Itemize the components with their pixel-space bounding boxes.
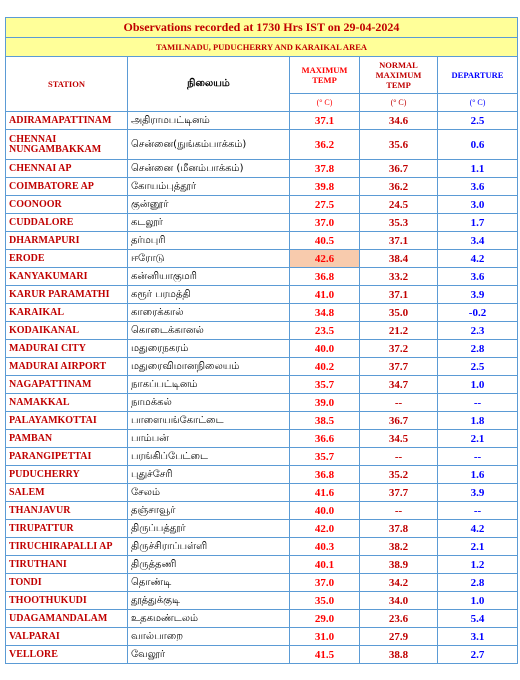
table-row [6,448,518,466]
max-temp-value: 37.0 [290,574,360,592]
station-name-tamil: கடலூர் [128,214,290,232]
departure-value: 3.9 [438,286,518,304]
station-name-tamil: கொடைக்கானல் [128,322,290,340]
max-temp-value: 39.0 [290,394,360,412]
normal-max-value: -- [360,502,438,520]
station-name-tamil: சென்னை (மீனம்பாக்கம்) [128,160,290,178]
station-name: VELLORE [6,646,128,664]
max-temp-value: 37.8 [290,160,360,178]
station-name-tamil: வேலூர் [128,646,290,664]
header-departure: DEPARTURE [438,57,518,94]
max-temp-value: 41.5 [290,646,360,664]
station-name-tamil: தர்மபுரி [128,232,290,250]
max-temp-value: 27.5 [290,196,360,214]
station-name-tamil: பரங்கிப்பேட்டை [128,448,290,466]
station-name-tamil: பாளையங்கோட்டை [128,412,290,430]
normal-max-value: 37.7 [360,358,438,376]
table-row [6,232,518,250]
table-row [6,286,518,304]
table-row [6,196,518,214]
table-row [6,592,518,610]
normal-max-value: 21.2 [360,322,438,340]
normal-max-value: 23.6 [360,610,438,628]
unit-departure: (° C) [438,94,518,112]
station-name-tamil: தூத்துக்குடி [128,592,290,610]
table-row [6,610,518,628]
station-name: SALEM [6,484,128,502]
departure-value: 1.2 [438,556,518,574]
departure-value: 3.6 [438,268,518,286]
normal-max-value: 38.2 [360,538,438,556]
departure-value: 2.1 [438,538,518,556]
normal-max-value: 36.2 [360,178,438,196]
departure-value: 2.8 [438,340,518,358]
header-station-tamil: நிலையம் [128,57,290,112]
normal-max-value: 37.8 [360,520,438,538]
departure-value: -0.2 [438,304,518,322]
station-name: ADIRAMAPATTINAM [6,112,128,130]
departure-value: 4.2 [438,250,518,268]
departure-value: 3.1 [438,628,518,646]
departure-value: 4.2 [438,520,518,538]
max-temp-value: 40.2 [290,358,360,376]
normal-max-value: 36.7 [360,160,438,178]
station-name: COIMBATORE AP [6,178,128,196]
station-name: PALAYAMKOTTAI [6,412,128,430]
station-name-tamil: சேலம் [128,484,290,502]
station-name-tamil: சென்னை(நுங்கம்பாக்கம்) [128,130,290,160]
table-row [6,214,518,232]
departure-value: 1.6 [438,466,518,484]
max-temp-value: 36.6 [290,430,360,448]
max-temp-value: 40.1 [290,556,360,574]
table-row [6,628,518,646]
station-name-tamil: திருத்தணி [128,556,290,574]
station-name: NAMAKKAL [6,394,128,412]
title-row [6,18,518,38]
station-name: KARUR PARAMATHI [6,286,128,304]
header-station: STATION [6,57,128,112]
table-row [6,574,518,592]
normal-max-value: 34.2 [360,574,438,592]
normal-max-value: 34.6 [360,112,438,130]
table-row [6,358,518,376]
departure-value: 1.8 [438,412,518,430]
table-row [6,250,518,268]
normal-max-value: 33.2 [360,268,438,286]
departure-value: 2.5 [438,358,518,376]
station-name: UDAGAMANDALAM [6,610,128,628]
departure-value: 2.3 [438,322,518,340]
max-temp-value: 35.7 [290,376,360,394]
station-name-tamil: நாகப்பட்டினம் [128,376,290,394]
station-name: CHENNAI NUNGAMBAKKAM [6,130,128,160]
departure-value: 2.7 [438,646,518,664]
normal-max-value: 35.2 [360,466,438,484]
normal-max-value: 34.0 [360,592,438,610]
max-temp-value: 36.8 [290,466,360,484]
departure-value: 3.6 [438,178,518,196]
table-row [6,340,518,358]
station-name: KANYAKUMARI [6,268,128,286]
max-temp-value: 34.8 [290,304,360,322]
max-temp-value: 40.0 [290,340,360,358]
unit-normal: (° C) [360,94,438,112]
table-row [6,484,518,502]
unit-max: (° C) [290,94,360,112]
table-row [6,412,518,430]
max-temp-value: 42.6 [290,250,360,268]
station-name: VALPARAI [6,628,128,646]
table-row [6,538,518,556]
station-name: THANJAVUR [6,502,128,520]
station-name-tamil: திருச்சிராப்பள்ளி [128,538,290,556]
normal-max-value: 36.7 [360,412,438,430]
station-name: CUDDALORE [6,214,128,232]
max-temp-value: 35.0 [290,592,360,610]
station-name-tamil: திருப்பத்தூர் [128,520,290,538]
station-name-tamil: கன்னியாகுமரி [128,268,290,286]
table-row [6,376,518,394]
departure-value: 5.4 [438,610,518,628]
table-row [6,502,518,520]
station-name-tamil: அதிராமபட்டினம் [128,112,290,130]
departure-value: 2.8 [438,574,518,592]
station-name: MADURAI AIRPORT [6,358,128,376]
departure-value: 2.1 [438,430,518,448]
table-row [6,646,518,664]
station-name: COONOOR [6,196,128,214]
station-name-tamil: வால்பாறை [128,628,290,646]
station-name-tamil: புதுச்சேரி [128,466,290,484]
station-name-tamil: குன்னூர் [128,196,290,214]
table-row [6,178,518,196]
station-name: DHARMAPURI [6,232,128,250]
table-row [6,430,518,448]
max-temp-value: 36.8 [290,268,360,286]
departure-value: 3.4 [438,232,518,250]
observations-table [5,17,518,664]
departure-value: 2.5 [438,112,518,130]
max-temp-value: 40.5 [290,232,360,250]
normal-max-value: 37.2 [360,340,438,358]
normal-max-value: 24.5 [360,196,438,214]
max-temp-value: 35.7 [290,448,360,466]
table-title: Observations recorded at 1730 Hrs IST on 29-04-2024 [6,18,518,38]
normal-max-value: 37.7 [360,484,438,502]
max-temp-value: 38.5 [290,412,360,430]
max-temp-value: 37.0 [290,214,360,232]
station-name-tamil: ஈரோடு [128,250,290,268]
max-temp-value: 23.5 [290,322,360,340]
normal-max-value: 34.7 [360,376,438,394]
station-name: KODAIKANAL [6,322,128,340]
normal-max-value: 38.9 [360,556,438,574]
normal-max-value: 38.8 [360,646,438,664]
table-row [6,556,518,574]
normal-max-value: 35.0 [360,304,438,322]
normal-max-value: 35.3 [360,214,438,232]
station-name: PUDUCHERRY [6,466,128,484]
table-row [6,466,518,484]
table-row [6,304,518,322]
table-body [6,18,518,664]
max-temp-value: 39.8 [290,178,360,196]
normal-max-value: -- [360,448,438,466]
normal-max-value: 35.6 [360,130,438,160]
max-temp-value: 41.6 [290,484,360,502]
station-name: PARANGIPETTAI [6,448,128,466]
normal-max-value: 37.1 [360,232,438,250]
departure-value: -- [438,502,518,520]
station-name-tamil: கரூர் பரமத்தி [128,286,290,304]
departure-value: -- [438,448,518,466]
station-name-tamil: காரைக்கால் [128,304,290,322]
station-name-tamil: பாம்பன் [128,430,290,448]
station-name: PAMBAN [6,430,128,448]
max-temp-value: 42.0 [290,520,360,538]
table-row [6,520,518,538]
station-name-tamil: மதுரைவிமானநிலையம் [128,358,290,376]
normal-max-value: -- [360,394,438,412]
station-name: TIRUPATTUR [6,520,128,538]
max-temp-value: 41.0 [290,286,360,304]
station-name: TIRUTHANI [6,556,128,574]
departure-value: 0.6 [438,130,518,160]
station-name: KARAIKAL [6,304,128,322]
max-temp-value: 40.0 [290,502,360,520]
departure-value: 1.0 [438,592,518,610]
station-name: MADURAI CITY [6,340,128,358]
header-row [6,57,518,94]
station-name: THOOTHUKUDI [6,592,128,610]
area-row [6,38,518,57]
station-name-tamil: தொண்டி [128,574,290,592]
station-name: CHENNAI AP [6,160,128,178]
station-name: TIRUCHIRAPALLI AP [6,538,128,556]
station-name-tamil: உதகமண்டலம் [128,610,290,628]
departure-value: 1.7 [438,214,518,232]
table-row [6,268,518,286]
station-name-tamil: கோயம்புத்தூர் [128,178,290,196]
station-name-tamil: நாமக்கல் [128,394,290,412]
departure-value: 3.9 [438,484,518,502]
normal-max-value: 27.9 [360,628,438,646]
max-temp-value: 31.0 [290,628,360,646]
max-temp-value: 29.0 [290,610,360,628]
max-temp-value: 36.2 [290,130,360,160]
normal-max-value: 38.4 [360,250,438,268]
table-row [6,322,518,340]
departure-value: 1.0 [438,376,518,394]
departure-value: 3.0 [438,196,518,214]
table-row [6,160,518,178]
station-name: TONDI [6,574,128,592]
station-name-tamil: தஞ்சாவூர் [128,502,290,520]
max-temp-value: 40.3 [290,538,360,556]
station-name: ERODE [6,250,128,268]
header-normal-max: NORMAL MAXIMUM TEMP [360,57,438,94]
station-name: NAGAPATTINAM [6,376,128,394]
station-name-tamil: மதுரைநகரம் [128,340,290,358]
area-label: TAMILNADU, PUDUCHERRY AND KARAIKAL AREA [6,38,518,57]
table-row [6,394,518,412]
normal-max-value: 37.1 [360,286,438,304]
max-temp-value: 37.1 [290,112,360,130]
table-row [6,112,518,130]
header-max-temp: MAXIMUM TEMP [290,57,360,94]
observations-table-container [5,17,517,664]
table-row [6,130,518,160]
normal-max-value: 34.5 [360,430,438,448]
departure-value: 1.1 [438,160,518,178]
departure-value: -- [438,394,518,412]
